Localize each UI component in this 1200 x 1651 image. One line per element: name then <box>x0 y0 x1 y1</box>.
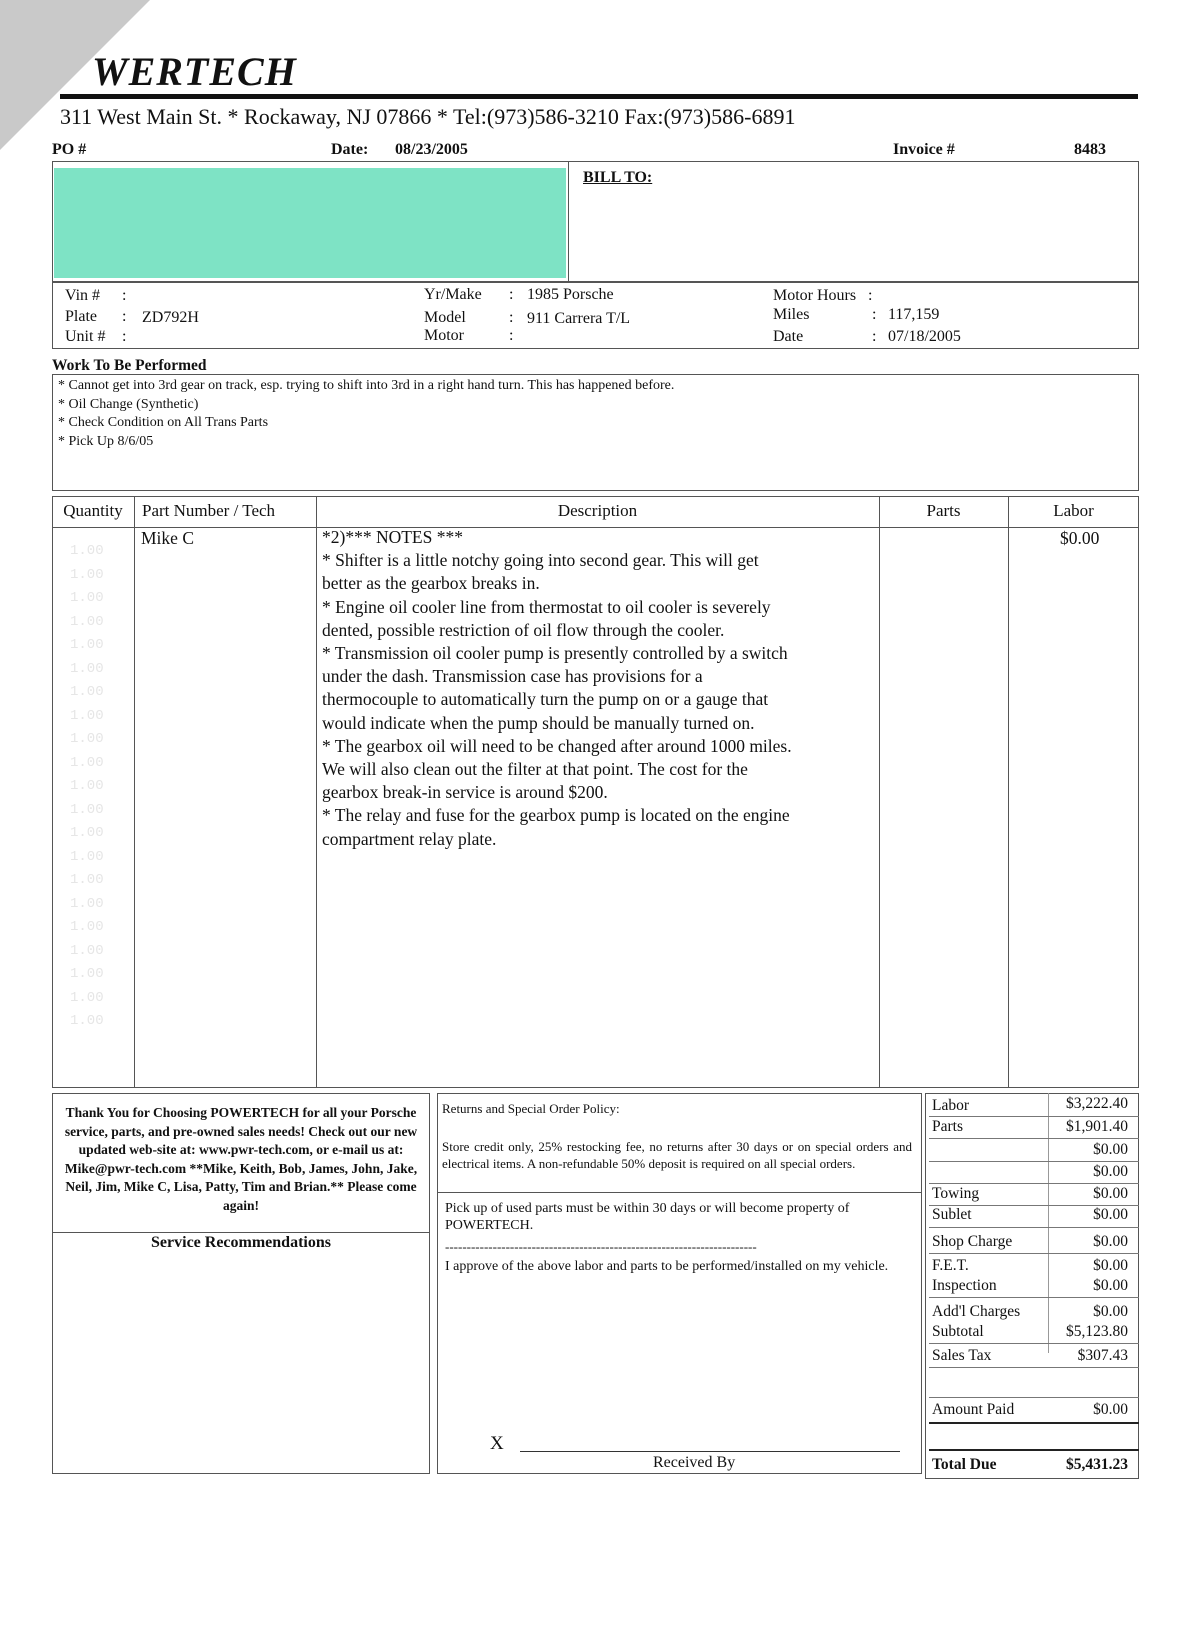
col-parts: Parts <box>926 501 961 520</box>
vehicle-date-label: Date <box>773 328 804 345</box>
vehicle-date-value: 07/18/2005 <box>888 328 961 345</box>
description-line: * The relay and fuse for the gearbox pump is located on the engine <box>322 805 790 826</box>
description-notes <box>322 526 862 851</box>
labor-total-value: $3,222.40 <box>1066 1095 1128 1112</box>
invoice-date: 08/23/2005 <box>395 141 468 158</box>
total-due-label: Total Due <box>932 1456 997 1473</box>
col-labor: Labor <box>1053 501 1094 520</box>
miles-value: 117,159 <box>888 306 940 323</box>
description-line: We will also clean out the filter at that point. The cost for the <box>322 759 748 780</box>
description-line: * Engine oil cooler line from thermostat to oil cooler is severely <box>322 596 771 617</box>
col-quantity: Quantity <box>63 501 123 520</box>
thanks-message: Thank You for Choosing POWERTECH for all your Porsche service, parts, and pre-owned sales needs! Check out our new updated web-site at: www.pwr-tech.com, or e-mail us at: Mike@pwr-tech.com **Mike, Keith, Bob, James, John, Jake, Neil, Jim, Mike C, Lisa, Patty, Tim and Brian.** Please come again! <box>64 1105 418 1213</box>
description-line: dented, possible restriction of oil flow through the cooler. <box>322 619 725 640</box>
total-due-value: $5,431.23 <box>1066 1456 1128 1473</box>
sublet-value: $0.00 <box>1093 1206 1128 1223</box>
miles-label: Miles <box>773 306 810 323</box>
subtotal-value: $5,123.80 <box>1066 1323 1128 1340</box>
approval-text: I approve of the above labor and parts to be performed/installed on my vehicle. <box>445 1259 889 1274</box>
shop-charge-label: Shop Charge <box>932 1233 1013 1250</box>
towing-value: $0.00 <box>1093 1185 1128 1202</box>
work-line: * Cannot get into 3rd gear on track, esp. trying to shift into 3rd in a right hand turn. This has happened before. <box>58 378 675 393</box>
description-line: compartment relay plate. <box>322 828 497 849</box>
bleed-through-marks: 1.00 1.00 1.00 1.00 1.00 1.00 1.00 1.00 1.00 1.00 1.00 1.00 1.00 1.00 1.00 1.00 1.00 1.00 1.00 1.00 1.00 <box>70 543 104 1029</box>
redacted-customer-info <box>54 168 566 278</box>
col-part-number: Part Number / Tech <box>142 501 276 520</box>
shop-charge-value: $0.00 <box>1093 1233 1128 1250</box>
tech-name: Mike C <box>141 528 194 548</box>
description-line: thermocouple to automatically turn the pump on or a gauge that <box>322 689 769 710</box>
subtotal-label: Subtotal <box>932 1323 984 1340</box>
yrmake-label: Yr/Make <box>424 286 482 303</box>
motor-label: Motor <box>424 327 464 344</box>
policy-title: Returns and Special Order Policy: <box>442 1101 620 1116</box>
fet-label: F.E.T. <box>932 1257 969 1274</box>
service-recommendations-title: Service Recommendations <box>151 1234 331 1251</box>
description-line: * Transmission oil cooler pump is presently controlled by a switch <box>322 643 788 664</box>
sales-tax-value: $307.43 <box>1077 1347 1128 1364</box>
labor-total-label: Labor <box>932 1097 970 1114</box>
parts-total-value: $1,901.40 <box>1066 1118 1128 1135</box>
header-rule <box>60 94 1138 99</box>
towing-label: Towing <box>932 1185 980 1202</box>
inspection-label: Inspection <box>932 1277 997 1294</box>
plate-value: ZD792H <box>142 309 199 326</box>
work-line: * Oil Change (Synthetic) <box>58 396 199 412</box>
plate-label: Plate <box>65 308 97 325</box>
description-line: better as the gearbox breaks in. <box>322 573 540 594</box>
labor-value: $0.00 <box>1060 528 1100 548</box>
company-logo: WERTECH <box>92 49 297 94</box>
date-label: Date: <box>331 141 369 158</box>
col-description: Description <box>557 501 638 520</box>
unit-label: Unit # <box>65 328 106 345</box>
description-line: would indicate when the pump should be manually turned on. <box>322 712 755 733</box>
parts-total-label: Parts <box>932 1118 963 1135</box>
addl-charges-value: $0.00 <box>1093 1303 1128 1320</box>
work-title: Work To Be Performed <box>52 357 207 374</box>
work-list <box>58 377 674 451</box>
amount-paid-value: $0.00 <box>1093 1401 1128 1418</box>
motor-hours-label: Motor Hours <box>773 287 857 304</box>
blank-charge-1: $0.00 <box>1093 1141 1128 1158</box>
work-line: * Check Condition on All Trans Parts <box>58 415 269 430</box>
parts-pickup-policy: Pick up of used parts must be within 30 days or will become property of POWERTECH. <box>445 1201 850 1233</box>
description-line: * The gearbox oil will need to be changed after around 1000 miles. <box>322 735 792 756</box>
description-line: under the dash. Transmission case has provisions for a <box>322 666 703 687</box>
signature-x: X <box>490 1433 504 1454</box>
sublet-label: Sublet <box>932 1206 972 1223</box>
work-line: * Pick Up 8/6/05 <box>58 433 154 449</box>
amount-paid-label: Amount Paid <box>932 1401 1015 1418</box>
model-label: Model <box>424 309 466 326</box>
description-line: * Shifter is a little notchy going into second gear. This will get <box>322 550 759 571</box>
bill-to-label: BILL TO: <box>583 169 653 186</box>
model-value: 911 Carrera T/L <box>527 310 631 327</box>
vin-label: Vin # <box>65 287 101 304</box>
policy-text: Store credit only, 25% restocking fee, no returns after 30 days or on special orders and electrical items. A non-refundable 50% deposit is required on all special orders. <box>442 1139 912 1171</box>
inspection-value: $0.00 <box>1093 1277 1128 1294</box>
description-line: gearbox break-in service is around $200. <box>322 782 608 803</box>
signature-line[interactable] <box>520 1451 900 1452</box>
fet-value: $0.00 <box>1093 1257 1128 1274</box>
blank-charge-2: $0.00 <box>1093 1163 1128 1180</box>
dashed-separator: ------------------------------------------------------------------------ <box>445 1239 757 1254</box>
addl-charges-label: Add'l Charges <box>932 1303 1021 1320</box>
sales-tax-label: Sales Tax <box>932 1347 992 1364</box>
po-label: PO # <box>52 141 87 158</box>
invoice-number: 8483 <box>1074 141 1106 158</box>
invoice-label: Invoice # <box>893 141 955 158</box>
company-address: 311 West Main St. * Rockaway, NJ 07866 * Tel:(973)586-3210 Fax:(973)586-6891 <box>60 104 796 129</box>
yrmake-value: 1985 Porsche <box>527 286 614 303</box>
description-line: *2)*** NOTES *** <box>322 527 463 547</box>
received-by-label: Received By <box>653 1454 736 1471</box>
